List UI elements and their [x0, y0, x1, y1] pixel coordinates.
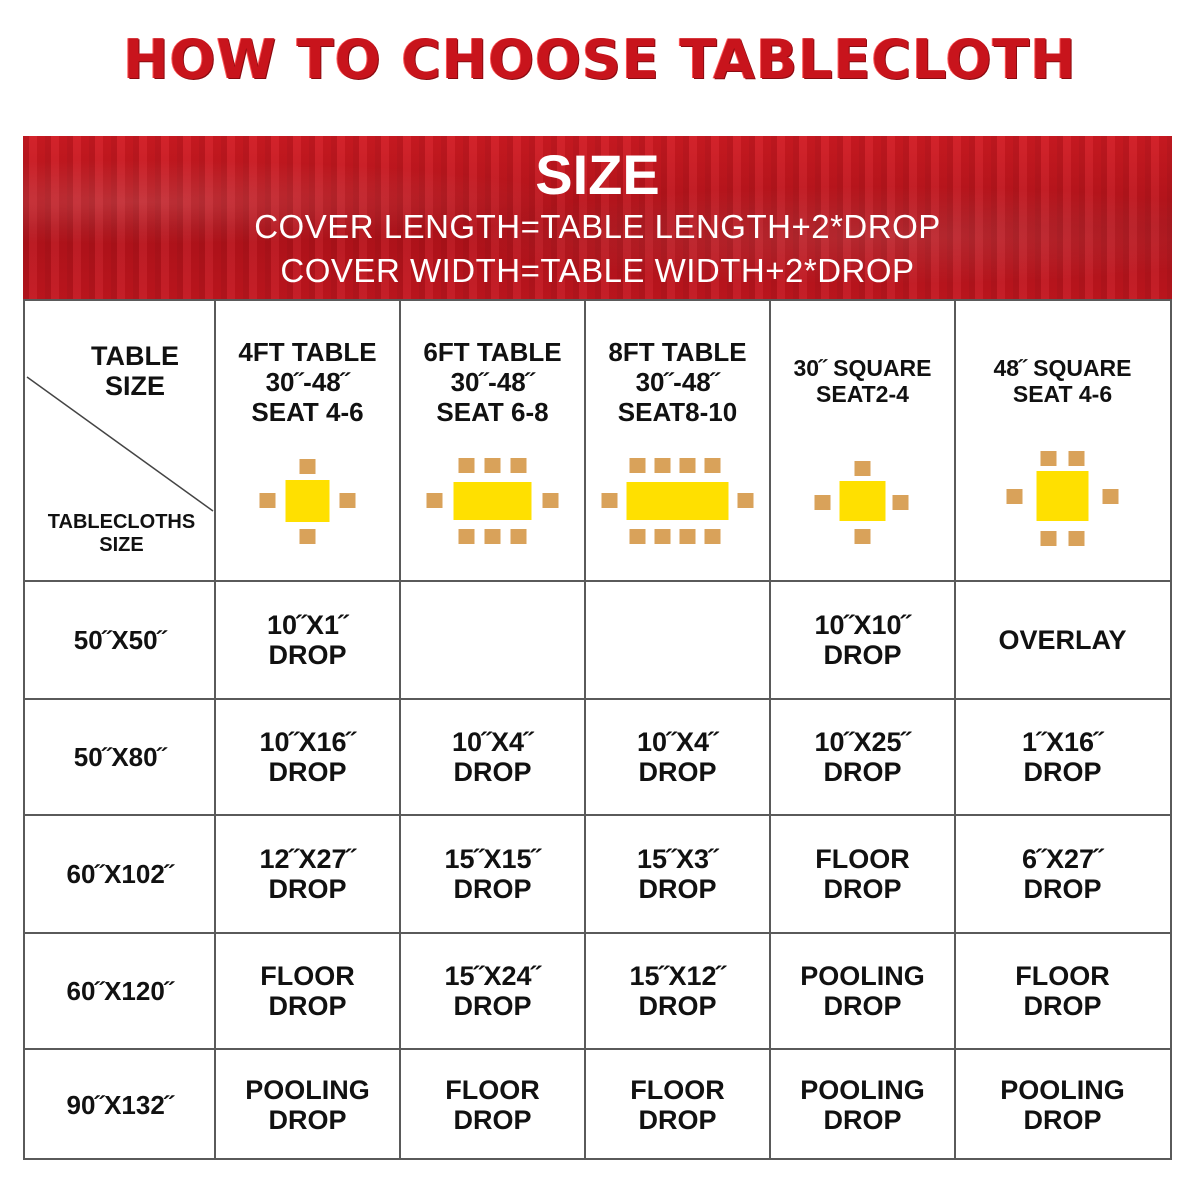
drop-cell: [585, 699, 770, 815]
drop-value: 15˝X15˝: [444, 844, 541, 874]
tablecloth-size-label: TABLECLOTHS SIZE: [47, 511, 196, 556]
row-size-label: 50˝X80˝: [73, 742, 167, 772]
grid-hline: [25, 698, 1170, 700]
drop-value: 15˝X12˝: [629, 961, 726, 991]
drop-cell: [955, 933, 1170, 1049]
drop-cell: [955, 815, 1170, 933]
header-line: SEAT 4-6: [251, 397, 364, 427]
column-header-1: [215, 301, 400, 581]
drop-value: 10˝X1˝: [266, 610, 349, 640]
drop-label: DROP: [268, 874, 347, 904]
column-header-label: [585, 337, 770, 427]
grid-hline: [25, 580, 1170, 582]
drop-cell: [770, 815, 955, 933]
drop-label: DROP: [268, 991, 347, 1021]
drop-cell: [955, 699, 1170, 815]
header-line: 4FT TABLE: [238, 337, 377, 367]
banner-heading: SIZE: [535, 143, 660, 206]
drop-value: FLOOR: [630, 1074, 725, 1105]
drop-cell: [585, 933, 770, 1049]
header-line: 30˝-48˝: [450, 367, 535, 397]
size-banner: [23, 136, 1172, 301]
drop-value: 6˝X27˝: [1021, 844, 1104, 874]
table-layout-diagram: [955, 301, 1170, 581]
drop-value: 10˝X16˝: [259, 727, 356, 757]
drop-value: FLOOR: [260, 961, 355, 991]
size-table: [23, 299, 1172, 1160]
drop-label: DROP: [823, 757, 902, 787]
drop-label: DROP: [453, 874, 532, 904]
grid-vline: [769, 301, 771, 1158]
drop-cell: [585, 815, 770, 933]
drop-cell: [770, 933, 955, 1049]
grid-hline: [25, 1048, 1170, 1050]
drop-label: DROP: [1023, 757, 1102, 787]
drop-label: DROP: [638, 991, 717, 1021]
drop-label: DROP: [823, 1104, 902, 1135]
grid-vline: [584, 301, 586, 1158]
table-size-label: TABLE SIZE: [91, 341, 179, 401]
drop-label: DROP: [638, 757, 717, 787]
drop-value: POOLING: [1000, 1074, 1125, 1105]
drop-cell: [770, 581, 955, 699]
drop-cell: [215, 699, 400, 815]
page-title: HOW TO CHOOSE TABLECLOTH: [123, 28, 1077, 91]
drop-label: DROP: [638, 874, 717, 904]
drop-cell: [400, 815, 585, 933]
header-line: 30˝-48˝: [265, 367, 350, 397]
drop-label: DROP: [823, 874, 902, 904]
drop-label: DROP: [638, 1104, 717, 1135]
header-line: SEAT 6-8: [436, 397, 549, 427]
drop-label: DROP: [453, 1104, 532, 1135]
drop-value: 10˝X10˝: [814, 610, 911, 640]
header-line: 30˝-48˝: [635, 367, 720, 397]
drop-value: 12˝X27˝: [259, 844, 356, 874]
drop-value: 10˝X4˝: [636, 727, 719, 757]
drop-cell: [400, 1049, 585, 1160]
drop-label: DROP: [823, 991, 902, 1021]
row-size-label: 60˝X102˝: [66, 859, 174, 889]
drop-label: DROP: [268, 757, 347, 787]
column-header-4: [770, 301, 955, 581]
grid-vline: [399, 301, 401, 1158]
drop-label: DROP: [823, 640, 902, 670]
drop-value: POOLING: [800, 961, 925, 991]
formula-length: COVER LENGTH=TABLE LENGTH+2*DROP: [254, 208, 941, 245]
drop-cell: [400, 699, 585, 815]
row-size-label: 60˝X120˝: [66, 976, 174, 1006]
drop-value: FLOOR: [445, 1074, 540, 1105]
drop-cell: [585, 1049, 770, 1160]
header-line: SEAT 4-6: [1012, 381, 1113, 407]
drop-cell: [770, 1049, 955, 1160]
drop-cell: [215, 815, 400, 933]
table-layout-diagram: [770, 301, 955, 581]
drop-value: POOLING: [800, 1074, 925, 1105]
header-line: 30˝ SQUARE: [793, 355, 932, 381]
drop-label: DROP: [1023, 991, 1102, 1021]
drop-value: 1˝X16˝: [1021, 727, 1104, 757]
corner-cell: [25, 301, 215, 581]
drop-label: DROP: [268, 1104, 347, 1135]
column-header-3: [585, 301, 770, 581]
column-header-label: [400, 337, 585, 427]
drop-cell: [955, 1049, 1170, 1160]
drop-cell: [770, 699, 955, 815]
header-line: 48˝ SQUARE: [993, 355, 1132, 381]
row-size-label: 50˝X50˝: [73, 625, 167, 655]
drop-value: 15˝X3˝: [636, 844, 719, 874]
header-line: 8FT TABLE: [608, 337, 747, 367]
drop-value: FLOOR: [1015, 961, 1110, 991]
formula-width: COVER WIDTH=TABLE WIDTH+2*DROP: [280, 252, 915, 289]
header-line: 6FT TABLE: [423, 337, 562, 367]
column-header-label: [215, 337, 400, 427]
drop-label: DROP: [268, 640, 347, 670]
drop-label: DROP: [1023, 874, 1102, 904]
drop-cell: [955, 581, 1170, 699]
drop-cell: [215, 581, 400, 699]
grid-hline: [25, 932, 1170, 934]
drop-cell: [400, 581, 585, 699]
drop-value: 10˝X4˝: [451, 727, 534, 757]
drop-cell: [215, 1049, 400, 1160]
grid-hline: [25, 814, 1170, 816]
drop-value: FLOOR: [815, 844, 910, 874]
drop-value: 10˝X25˝: [814, 727, 911, 757]
column-header-5: [955, 301, 1170, 581]
column-header-2: [400, 301, 585, 581]
header-line: SEAT2-4: [816, 381, 909, 407]
grid-vline: [214, 301, 216, 1158]
drop-value: 15˝X24˝: [444, 961, 541, 991]
drop-cell: [400, 933, 585, 1049]
column-header-label: [770, 355, 955, 407]
drop-label: DROP: [453, 757, 532, 787]
drop-value: POOLING: [245, 1074, 370, 1105]
drop-label: DROP: [453, 991, 532, 1021]
column-header-label: [955, 355, 1170, 407]
header-line: SEAT8-10: [617, 397, 738, 427]
drop-label: DROP: [1023, 1104, 1102, 1135]
drop-cell: [585, 581, 770, 699]
drop-value: OVERLAY: [998, 625, 1127, 655]
drop-cell: [215, 933, 400, 1049]
grid-vline: [954, 301, 956, 1158]
row-size-label: 90˝X132˝: [66, 1089, 174, 1120]
